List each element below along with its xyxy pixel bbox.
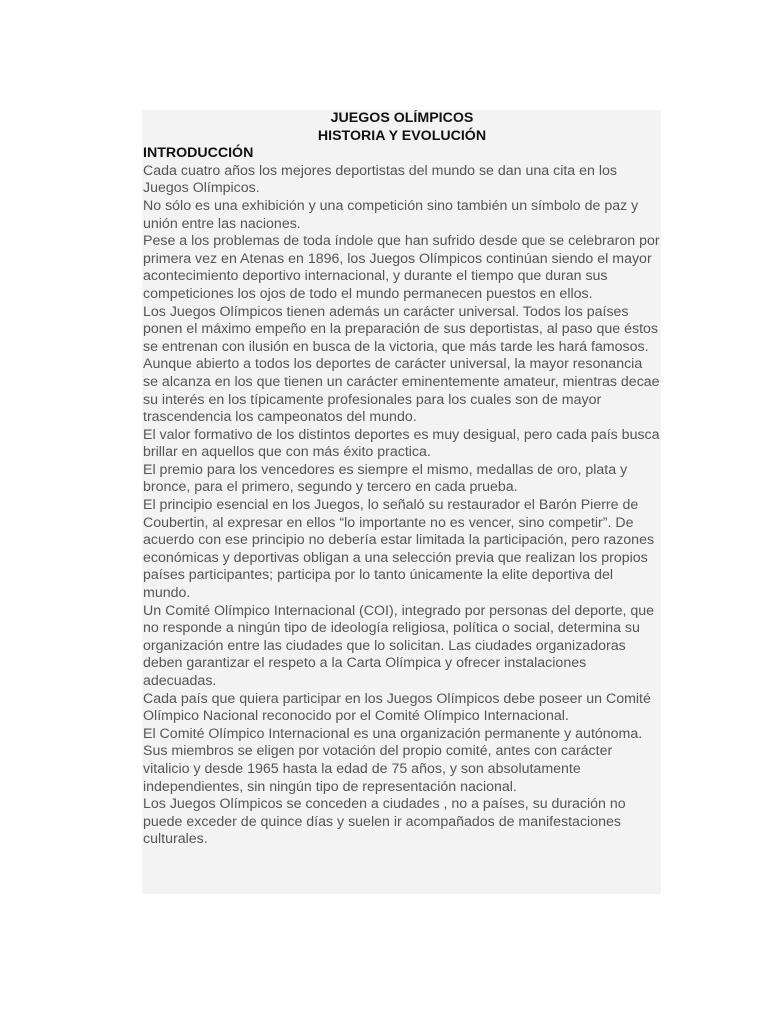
paragraph: Los Juegos Olímpicos tienen además un carácter universal. Todos los países ponen el máximo empeño en la preparación de sus deportistas, al paso que éstos se entrenan con ilusión en busca de la victoria, que más tarde les hará famosos.: [143, 303, 659, 355]
document-subtitle: HISTORIA Y EVOLUCIÓN: [317, 127, 487, 144]
paragraph: No sólo es una exhibición y una competición sino también un símbolo de paz y unión entre las naciones.: [143, 197, 639, 232]
paragraph: Pese a los problemas de toda índole que han sufrido desde que se celebraron por primera vez en Atenas en 1896, los Juegos Olímpicos continúan siendo el mayor acontecimiento deportivo internacional, y durante el tiempo que duran sus competiciones los ojos de todo el mundo permanecen puestos en ellos.: [143, 233, 660, 302]
paragraph: El Comité Olímpico Internacional es una organización permanente y autónoma. Sus miembros se eligen por votación del propio comité, antes con carácter vitalicio y desde 1965 hasta la edad de 75 años, y son absolutamente independientes, sin ningún tipo de representación nacional.: [143, 725, 643, 795]
paragraph: Los Juegos Olímpicos se conceden a ciudades , no a países, su duración no puede exceder de quince días y suelen ir acompañados de manifestaciones culturales.: [143, 796, 626, 848]
paragraph: El valor formativo de los distintos deportes es muy desigual, pero cada país busca brillar en aquellos que con más éxito practica.: [143, 426, 660, 461]
document-title: JUEGOS OLÍMPICOS: [330, 110, 474, 126]
paragraph: Cada país que quiera participar en los Juegos Olímpicos debe poseer un Comité Olímpico Nacional reconocido por el Comité Olímpico Internacional.: [143, 690, 651, 725]
section-heading-introduccion: INTRODUCCIÓN: [143, 145, 254, 162]
paragraph: Un Comité Olímpico Internacional (COI), integrado por personas del deporte, que no responde a ningún tipo de ideología religiosa, política o social, determina su organización entre las ciudades que lo solicitan. Las ciudades organizadoras deben garantizar el respeto a la Carta Olímpica y ofrecer instalaciones adecuadas.: [143, 602, 655, 689]
paragraph: El principio esencial en los Juegos, lo señaló su restaurador el Barón Pierre de Coubertin, al expresar en ellos “lo importante no es vencer, sino competir”. De acuerdo con ese principio no debería estar limitada la participación, pero razones económicas y deportivas obligan a una selección previa que realizan los propios países participantes; participa por lo tanto únicamente la elite deportiva del mundo.: [143, 497, 655, 602]
paragraph: Aunque abierto a todos los deportes de carácter universal, la mayor resonancia se alcanza en los que tienen un carácter eminentemente amateur, mientras decae su interés en los típicamente profesionales para los cuales son de mayor trascendencia los campeonatos del mundo.: [143, 356, 660, 426]
paragraph: Cada cuatro años los mejores deportistas del mundo se dan una cita en los Juegos Olímpicos.: [143, 162, 617, 197]
document-text-block: [142, 110, 661, 894]
paragraph: El premio para los vencedores es siempre el mismo, medallas de oro, plata y bronce, para el primero, segundo y tercero en cada prueba.: [143, 461, 628, 496]
